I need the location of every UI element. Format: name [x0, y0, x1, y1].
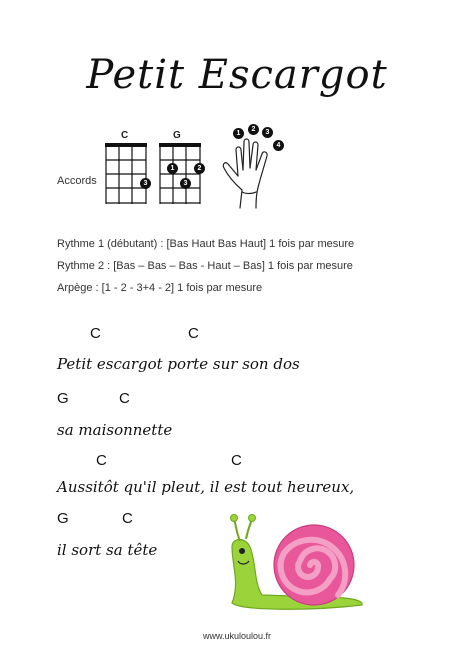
footer-url[interactable]: www.ukuloulou.fr	[202, 631, 272, 641]
accords-label: Accords	[57, 175, 97, 187]
chord-c-name: C	[121, 130, 129, 141]
lyric-line: Petit escargot porte sur son dos	[57, 355, 300, 373]
hand-finger-4: 4	[273, 140, 284, 151]
chord-c-diagram	[104, 142, 150, 206]
lyric-line: sa maisonnette	[57, 421, 173, 439]
song-chord: C	[122, 510, 133, 527]
page-title: Petit Escargot	[86, 52, 388, 98]
song-chord: G	[57, 510, 69, 527]
song-chord: G	[57, 390, 69, 407]
lyric-line: il sort sa tête	[57, 541, 158, 559]
song-chord: C	[231, 452, 242, 469]
chord-g-name: G	[173, 130, 181, 141]
song-chord: C	[119, 390, 130, 407]
arpege: Arpège : [1 - 2 - 3+4 - 2] 1 fois par mesure	[57, 282, 263, 294]
lyric-line: Aussitôt qu'il pleut, il est tout heureux,	[57, 478, 355, 496]
rythme-1: Rythme 1 (débutant) : [Bas Haut Bas Haut] 1 fois par mesure	[57, 238, 355, 250]
chord-g-finger-dot-3: 3	[180, 178, 191, 189]
song-chord: C	[96, 452, 107, 469]
snail-illustration	[222, 513, 370, 613]
chord-g-finger-dot-1: 1	[167, 163, 178, 174]
hand-finger-1: 1	[233, 128, 244, 139]
rythme-2: Rythme 2 : [Bas – Bas – Bas - Haut – Bas] 1 fois par mesure	[57, 260, 353, 272]
chord-c-finger-dot: 3	[140, 178, 151, 189]
hand-finger-2: 2	[248, 124, 259, 135]
chord-g-finger-dot-2: 2	[194, 163, 205, 174]
hand-finger-3: 3	[262, 127, 273, 138]
chord-g-diagram	[158, 142, 204, 206]
song-chord: C	[188, 325, 199, 342]
song-chord: C	[90, 325, 101, 342]
